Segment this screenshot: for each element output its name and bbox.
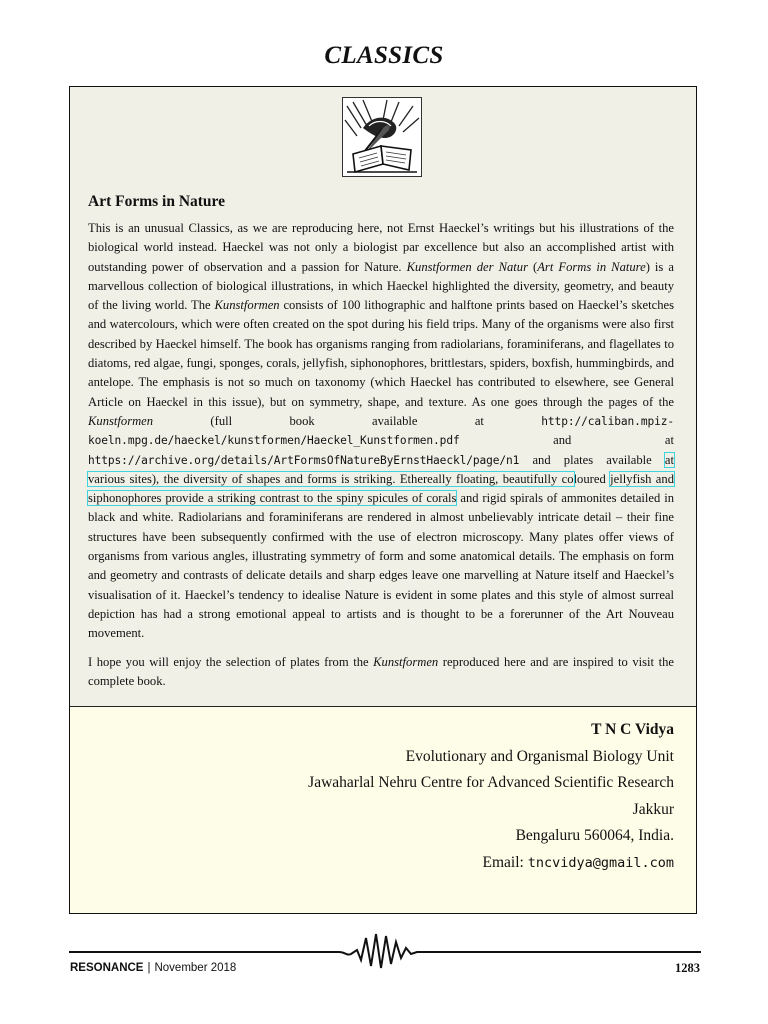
footer-journal-info xyxy=(70,962,236,974)
italic-title: Kunstformen xyxy=(214,298,280,313)
url-link[interactable]: https://archive.org/details/ArtFormsOfNatureByErnstHaeckl/page/n1 xyxy=(88,453,520,467)
url-link[interactable]: http://caliban.mpiz-koeln.mpg.de/haeckel/kunstformen/Haeckel_Kunstformen.pdf xyxy=(88,414,674,448)
author-email-line xyxy=(308,850,674,877)
article-body xyxy=(88,219,674,691)
italic-title: Kunstformen der Natur xyxy=(406,259,528,274)
classics-box xyxy=(69,86,697,914)
text-segment: This is an unusual Classics, as we are reproducing here, not Ernst Haeckel’s writings but his illustrations of the biological world instead. Haeckel was not only a biologist par excellence but also an accomplished artist with outstanding power of observation and a passion for Nature. xyxy=(88,221,674,274)
italic-title: Kunstformen xyxy=(373,654,439,669)
article-heading: Art Forms in Nature xyxy=(88,193,226,210)
page-number: 1283 xyxy=(675,961,700,975)
text-segment: reproduced here and are inspired to visit the complete book. xyxy=(88,654,674,688)
author-unit: Evolutionary and Organismal Biology Unit xyxy=(405,747,674,765)
text-segment: consists of 100 lithographic and halftone prints based on Haeckel’s sketches and watercolours, which were often created on the spot during his field trips. Many of the organisms were also first described by Haeckel himself. The book has organisms ranging from radiolarians, foraminiferans, and flagellates to diatoms, red algae, fungi, sponges, corals, jellyfish, siphonophores, brittlestars, spiders, boxfish, hummingbirds, and antelope. The emphasis is not so much on taxonomy (which Haeckel has contributed to elsewhere, see General Article on Haeckel in this issue), but on symmetry, shape, and texture. As one goes through the pages of the xyxy=(88,298,675,409)
italic-title: Art Forms in Nature xyxy=(537,259,646,274)
text-segment: ) is a marvellous collection of biological illustrations, in which Haeckel highlighted the diversity, geometry, and beauty of the living world. The xyxy=(88,259,674,313)
text-segment: ( xyxy=(527,259,538,274)
email-label: Email: xyxy=(482,853,528,871)
text-segment: loured xyxy=(573,471,611,486)
author-affiliation-section xyxy=(70,706,696,913)
article-paragraph xyxy=(88,653,674,692)
text-segment: and plates available xyxy=(519,452,665,467)
text-segment: and rigid spirals of ammonites detailed in black and white. Radiolarians and foraminiferans are rendered in almost unbelievably intricate detail – their fine structures have been subsequently confirmed with the use of electron microscopy. Many plates offer views of organisms from various angles, illustrating symmetry of form and some anatomical details. The emphasis on form and geometry and contrasts of delicate details and sharp edges leave one marvelling at Nature itself and Haeckel’s visualisation of it. Haeckel’s tendency to idealise Nature is evident in some plates and this style of almost surreal depiction has had a strong emotional appeal to artists and is thought to be a forerunner of the Art Nouveau movement. xyxy=(88,491,674,641)
text-segment: and at xyxy=(459,433,674,448)
author-place: Jakkur xyxy=(632,800,674,818)
author-city: Bengaluru 560064, India. xyxy=(515,827,674,845)
article-paragraph xyxy=(88,219,674,644)
email-link[interactable]: tncvidya@gmail.com xyxy=(527,854,674,871)
issue-date: November 2018 xyxy=(154,962,237,974)
highlighted-text: jellyfish and siphonophores provide a striking contrast to the spiny spicules of corals xyxy=(88,471,674,506)
footer-separator: | xyxy=(147,962,151,974)
highlighted-text: at various sites), the diversity of shapes and forms is striking. Ethereally floating, beautifully co xyxy=(88,452,674,486)
article-section xyxy=(70,87,696,706)
reading-book-emblem-icon xyxy=(342,97,422,177)
text-segment: I hope you will enjoy the selection of plates from the xyxy=(88,654,374,669)
author-affiliation xyxy=(308,717,674,877)
journal-name: RESONANCE xyxy=(70,962,144,974)
text-segment: (full book available at xyxy=(153,413,542,428)
author-institution: Jawaharlal Nehru Centre for Advanced Scientific Research xyxy=(308,774,674,792)
author-name: T N C Vidya xyxy=(591,721,674,738)
italic-title: Kunstformen xyxy=(88,413,154,428)
page-title: CLASSICS xyxy=(324,42,444,69)
